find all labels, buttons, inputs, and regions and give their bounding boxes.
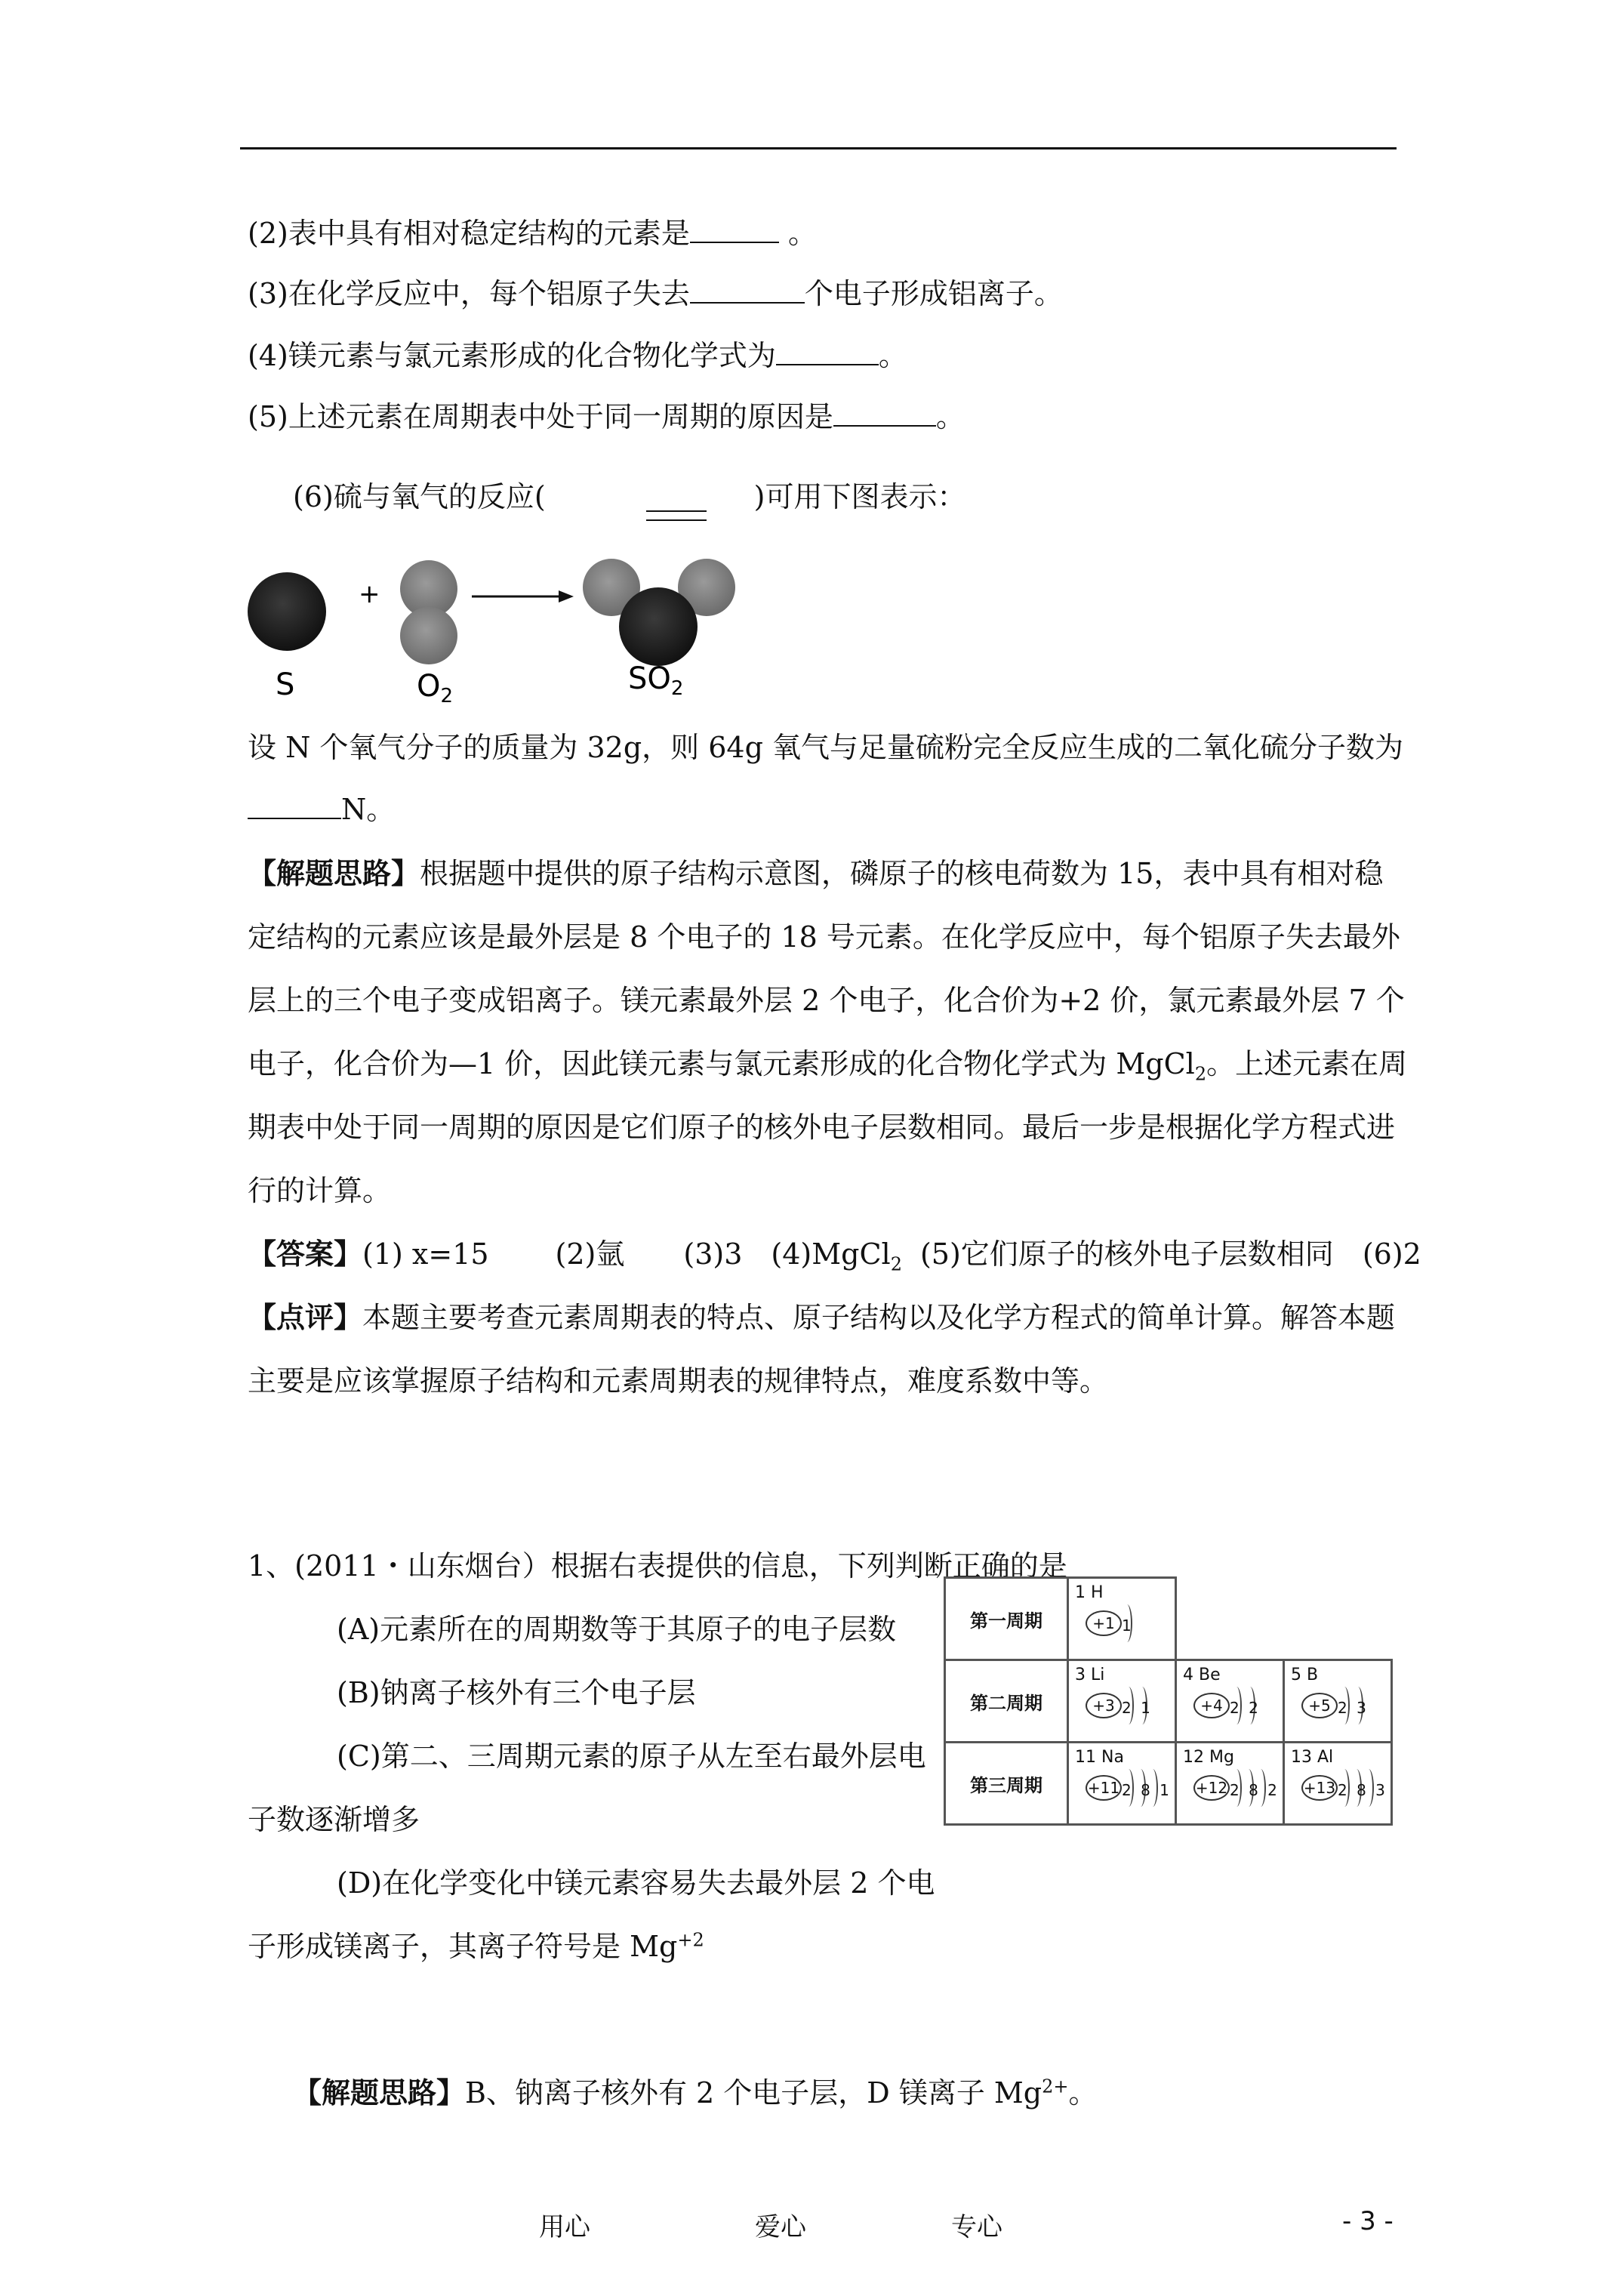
problem-solution: 【解题思路】B、钠离子核外有 2 个电子层，D 镁离子 $Mg^{2+}$。 (293, 2076, 1098, 2110)
nucleus-icon: +4 (1193, 1693, 1230, 1718)
element-cell-na: 11 Na +11 2 8 1 (1068, 1743, 1176, 1825)
sulfur-atom (248, 572, 326, 651)
question-2: (2)表中具有相对稳定结构的元素是 。 (248, 217, 817, 250)
option-a: (A)元素所在的周期数等于其原子的电子层数 (337, 1613, 897, 1646)
footer-text: 用心 (539, 2212, 590, 2242)
answer-blank[interactable] (690, 276, 805, 304)
question-3: (3)在化学反应中，每个铝原子失去 个电子形成铝离子。 (248, 277, 1063, 310)
element-cell-b: 5 B +5 2 3 (1284, 1660, 1392, 1743)
option-b: (B)钠离子核外有三个电子层 (337, 1676, 696, 1709)
element-cell-li: 3 Li +3 2 1 (1068, 1660, 1176, 1743)
question-4: (4)镁元素与氯元素形成的化合物化学式为 。 (248, 339, 907, 372)
header-rule (240, 147, 1397, 149)
question-5: (5)上述元素在周期表中处于同一周期的原因是 。 (248, 400, 965, 433)
option-c-cont: 子数逐渐增多 (248, 1803, 420, 1836)
question-6-text-2: N。 (248, 791, 395, 827)
page-number: - 3 - (1342, 2206, 1394, 2236)
element-cell-al: 13 Al +13 2 8 3 (1284, 1743, 1392, 1825)
answer-blank[interactable] (776, 338, 879, 365)
period-label: 第一周期 (945, 1578, 1068, 1660)
option-d: (D)在化学变化中镁元素容易失去最外层 2 个电 (337, 1866, 935, 1900)
oxygen-atom (400, 607, 457, 664)
answer-blank[interactable] (248, 792, 341, 819)
question-6: (6)硫与氧气的反应( )可用下图表示： (293, 480, 966, 513)
option-d-cont: 子形成镁离子，其离子符号是 $Mg^{+2}$ (248, 1929, 704, 1963)
answer-blank[interactable] (690, 216, 779, 243)
comment-line: 主要是应该掌握原子结构和元素周期表的规律特点，难度系数中等。 (248, 1364, 1109, 1398)
nucleus-icon: +13 (1301, 1775, 1338, 1801)
solution-line: 期表中处于同一周期的原因是它们原子的核外电子层数相同。最后一步是根据化学方程式进 (248, 1111, 1396, 1144)
comment-line: 【点评】本题主要考查元素周期表的特点、原子结构以及化学方程式的简单计算。解答本题 (248, 1300, 1396, 1334)
periodic-table (944, 1576, 1393, 1826)
nucleus-icon: +11 (1086, 1775, 1122, 1801)
footer-text: 爱心 (755, 2212, 806, 2242)
nucleus-icon: +1 (1086, 1610, 1122, 1636)
reaction-diagram (242, 551, 755, 710)
period-label: 第三周期 (945, 1743, 1068, 1825)
option-c: (C)第二、三周期元素的原子从左至右最外层电 (337, 1740, 926, 1773)
element-cell-h: 1 H +1 1 (1068, 1578, 1176, 1660)
so2-label: $SO_2$ (628, 661, 684, 700)
question-6-text: 设 N 个氧气分子的质量为 32g，则 64g 氧气与足量硫粉完全反应生成的二氧化硫分子数为 (248, 731, 1404, 764)
plus-sign: + (359, 579, 380, 609)
solution-line: 层上的三个电子变成铝离子。镁元素最外层 2 个电子，化合价为+2 价，氯元素最外层 7 个 (248, 984, 1405, 1017)
nucleus-icon: +3 (1086, 1693, 1122, 1718)
element-cell-be: 4 Be +4 2 2 (1176, 1660, 1284, 1743)
s-label: S (276, 667, 295, 702)
reaction-equals-sign (646, 510, 707, 521)
answer-line: 【答案】(1) x=15 (2)氩 (3)3 (4)MgCl$_2$ (5)它们原子的核外电子层数相同 (6)2 (248, 1237, 1421, 1275)
o2-label: $O_2$ (417, 669, 454, 707)
footer-text: 专心 (951, 2212, 1002, 2242)
solution-line: 行的计算。 (248, 1174, 392, 1207)
solution-line: 定结构的元素应该是最外层是 8 个电子的 18 号元素。在化学反应中，每个铝原子失去最外 (248, 920, 1400, 954)
sulfur-atom (619, 587, 698, 666)
reaction-arrow-head (559, 590, 574, 603)
answer-blank[interactable] (833, 399, 936, 427)
problem-stem: 1、(2011・山东烟台）根据右表提供的信息，下列判断正确的是 (248, 1549, 1067, 1583)
element-cell-mg: 12 Mg +12 2 8 2 (1176, 1743, 1284, 1825)
nucleus-icon: +5 (1301, 1693, 1338, 1718)
nucleus-icon: +12 (1193, 1775, 1230, 1801)
solution-line: 【解题思路】根据题中提供的原子结构示意图，磷原子的核电荷数为 15，表中具有相对稳 (248, 856, 1384, 890)
period-label: 第二周期 (945, 1660, 1068, 1743)
solution-line: 电子，化合价为—1 价，因此镁元素与氯元素形成的化合物化学式为 MgCl$_2$。上述元素在周 (248, 1047, 1408, 1085)
